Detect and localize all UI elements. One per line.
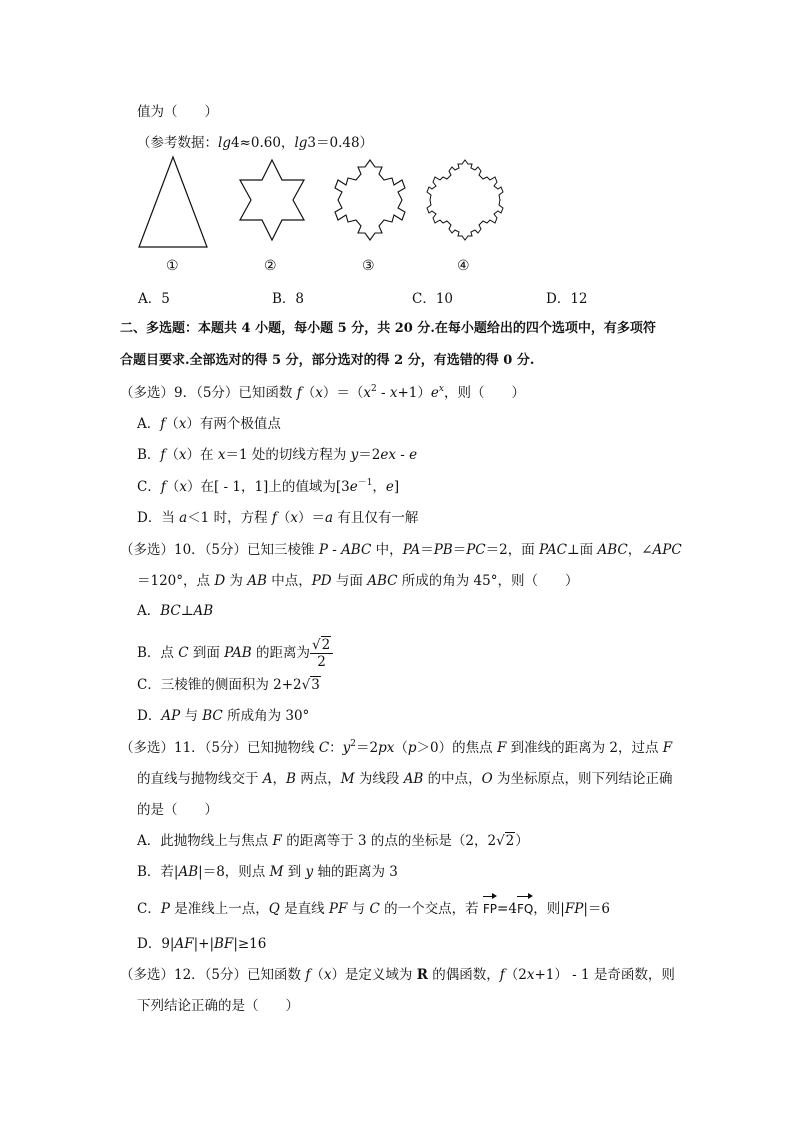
figure-1-label: ① — [166, 258, 179, 274]
q8-option-a: A．5 — [138, 291, 170, 307]
q9-option-b: B．f（x）在 x＝1 处的切线方程为 y＝2ex - e — [137, 447, 418, 463]
figure-4-snowflake — [427, 160, 503, 240]
vector-fq: FQ — [517, 899, 533, 919]
figure-3-snowflake — [335, 160, 405, 240]
figure-2-hexagram — [240, 160, 304, 240]
section2-heading-line2: 合题目要求.全部选对的得 5 分，部分选对的得 2 分，有选错的得 0 分. — [120, 353, 535, 368]
q11-option-c: C．P 是准线上一点，Q 是直线 PF 与 C 的一个交点，若 FP=4FQ，则|FP|＝6 — [137, 901, 610, 917]
q8-reference-data: （参考数据：lg4≈0.60，lg3＝0.48） — [137, 135, 374, 151]
figure-4-label: ④ — [457, 258, 470, 274]
section2-heading-line1: 二、多选题：本题共 4 小题，每小题 5 分，共 20 分.在每小题给出的四个选项中，有多项符 — [120, 321, 656, 336]
q11-option-d: D．9|AF|+|BF|≥16 — [137, 936, 267, 952]
q11-option-b: B．若|AB|＝8，则点 M 到 y 轴的距离为 3 — [137, 864, 398, 880]
q9-option-a: A．f（x）有两个极值点 — [137, 416, 281, 432]
q10-stem-line2: ＝120°，点 D 为 AB 中点，PD 与面 ABC 所成的角为 45°，则（ ） — [137, 573, 579, 589]
q9-option-d: D．当 a＜1 时，方程 f（x）＝a 有且仅有一解 — [137, 510, 419, 526]
q8-option-b: B．8 — [272, 291, 305, 307]
q8-tail: 值为（ ） — [137, 104, 218, 120]
q10-stem-line1: （多选）10．（5分）已知三棱锥 P - ABC 中，PA＝PB＝PC＝2，面 PAC⊥面 ABC，∠APC — [120, 542, 682, 558]
figure-1-triangle — [139, 157, 207, 247]
sqrt2-over-2-fraction: $\frac{√2}{2}$ — [310, 637, 333, 670]
q12-stem-line1: （多选）12．（5分）已知函数 f（x）是定义域为 R 的偶函数，f（2x+1） - 1 是奇函数，则 — [120, 967, 675, 983]
q9-option-c: C．f（x）在[ - 1，1]上的值域为[$3e^{-1}$，e] — [137, 478, 400, 495]
q11-stem-line2: 的直线与抛物线交于 A，B 两点，M 为线段 AB 的中点，O 为坐标原点，则下列结论正确 — [137, 771, 673, 787]
q10-option-c: C．三棱锥的侧面积为 2+2√3 — [137, 677, 320, 693]
figure-2-label: ② — [264, 258, 277, 274]
q10-option-d: D．AP 与 BC 所成角为 30° — [137, 708, 310, 724]
q11-stem-line1: （多选）11．（5分）已知抛物线 C：$y^2=2px(p>0)$的焦点 F 到准线的距离为 2，过点 F — [120, 739, 673, 756]
q11-option-a: A．此抛物线上与焦点 F 的距离等于 3 的点的坐标是（2，2√2） — [137, 833, 529, 849]
q11-stem-line3: 的是（ ） — [137, 802, 218, 818]
koch-snowflake-figures — [130, 150, 510, 255]
q12-stem-line2: 下列结论正确的是（ ） — [137, 998, 299, 1014]
q8-option-d: D．12 — [546, 291, 588, 307]
q8-option-c: C．10 — [412, 291, 454, 307]
q9-stem: （多选）9．（5分）已知函数 $f(x)=(x^2 - x+1)e^x$，则（ ） — [120, 384, 525, 401]
q10-option-b: B．点 C 到面 PAB 的距离为 $\frac{√2}{2}$ — [137, 637, 333, 670]
vector-fp: FP — [483, 899, 497, 919]
q10-option-a: A．BC⊥AB — [137, 603, 214, 619]
figure-3-label: ③ — [362, 258, 375, 274]
